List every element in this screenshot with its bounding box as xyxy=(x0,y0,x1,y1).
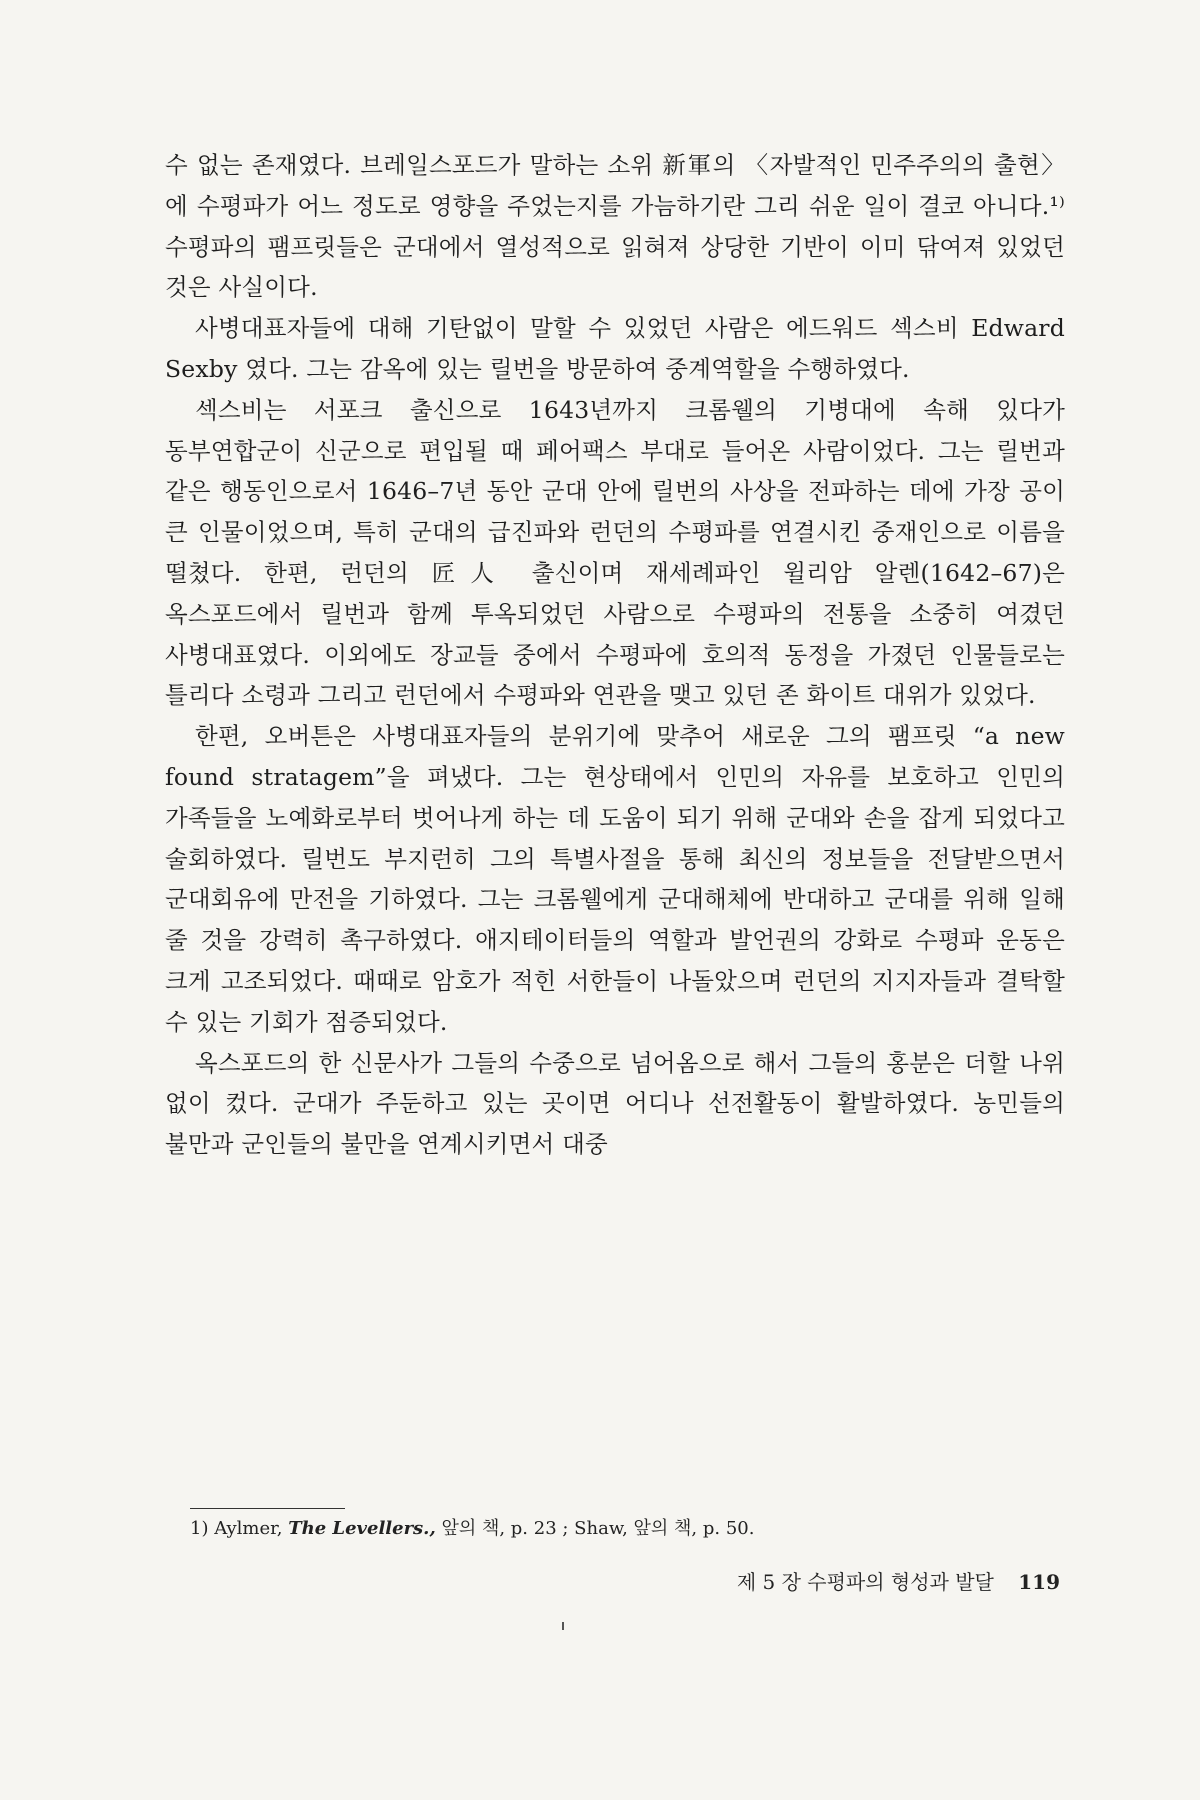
chapter-title: 제 5 장 수평파의 형성과 발달 xyxy=(736,1570,994,1594)
footnote-divider xyxy=(190,1508,345,1509)
paragraph-sexby-intro: 사병대표자들에 대해 기탄없이 말할 수 있었던 사람은 에드워드 섹스비 Edward Sexby 였다. 그는 감옥에 있는 릴번을 방문하여 중계역할을 수행하였다. xyxy=(165,314,1065,383)
paragraph-continued: 수 없는 존재였다. 브레일스포드가 말하는 소위 新軍의 〈자발적인 민주주의의 출현〉에 수평파가 어느 정도로 영향을 주었는지를 가늠하기란 그리 쉬운 일이 결코 아니다.¹⁾ 수평파의 팸프릿들은 군대에서 열성적으로 읽혀져 상당한 기반이 이미 닦여져 있었던 것은 사실이다. xyxy=(165,151,1065,302)
paragraph-sexby-bio: 섹스비는 서포크 출신으로 1643년까지 크롬웰의 기병대에 속해 있다가 동부연합군이 신군으로 편입될 때 페어팩스 부대로 들어온 사람이었다. 그는 릴번과 같은 행동인으로서 1646–7년 동안 군대 안에 릴번의 사상을 전파하는 데에 가장 공이 큰 인물이었으며, 특히 군대의 급진파와 런던의 수평파를 연결시킨 중재인으로 이름을 떨쳤다. 한편, 런던의 匠人 출신이며 재세례파인 윌리암 알렌(1642–67)은 옥스포드에서 릴번과 함께 투옥되었던 사람으로 수평파의 전통을 소중히 여겼던 사병대표였다. 이외에도 장교들 중에서 수평파에 호의적 동정을 가졌던 인물들로는 틀리다 소령과 그리고 런던에서 수평파와 연관을 맺고 있던 존 화이트 대위가 있었다. xyxy=(165,395,1065,710)
paragraph-oxford: 옥스포드의 한 신문사가 그들의 수중으로 넘어옴으로 해서 그들의 홍분은 더할 나위 없이 컸다. 군대가 주둔하고 있는 곳이면 어디나 선전활동이 활발하였다. 농민들의 불만과 군인들의 불만을 연계시키면서 대중 xyxy=(165,1048,1065,1159)
paragraph-overton: 한편, 오버튼은 사병대표자들의 분위기에 맞추어 새로운 그의 팸프릿 “a new found stratagem”을 펴냈다. 그는 현상태에서 인민의 자유를 보호하고 인민의 가족들을 노예화로부터 벗어나게 하는 데 도움이 되기 위해 군대와 손을 잡게 되었다고 술회하였다. 릴번도 부지런히 그의 특별사절을 통해 최신의 정보들을 전달받으면서 군대회유에 만전을 기하였다. 그는 크롬웰에게 군대해체에 반대하고 군대를 위해 일해 줄 것을 강력히 촉구하였다. 애지테이터들의 역할과 발언권의 강화로 수평파 운동은 크게 고조되었다. 때때로 암호가 적힌 서한들이 나돌았으며 런던의 지지자들과 결탁할 수 있는 기회가 점증되었다. xyxy=(165,722,1065,1036)
footnote-marker: 1) xyxy=(190,1518,209,1539)
body-text xyxy=(165,145,1065,1165)
footnote-reference: 앞의 책, p. 23 ; Shaw, 앞의 책, p. 50. xyxy=(441,1518,755,1539)
footnote-title: The Levellers., xyxy=(288,1518,436,1539)
page-number: 119 xyxy=(1018,1570,1060,1594)
scan-mark xyxy=(562,1622,564,1630)
footnote xyxy=(190,1516,1050,1542)
footnote-author: Aylmer, xyxy=(214,1518,283,1539)
running-footer xyxy=(660,1567,1060,1597)
